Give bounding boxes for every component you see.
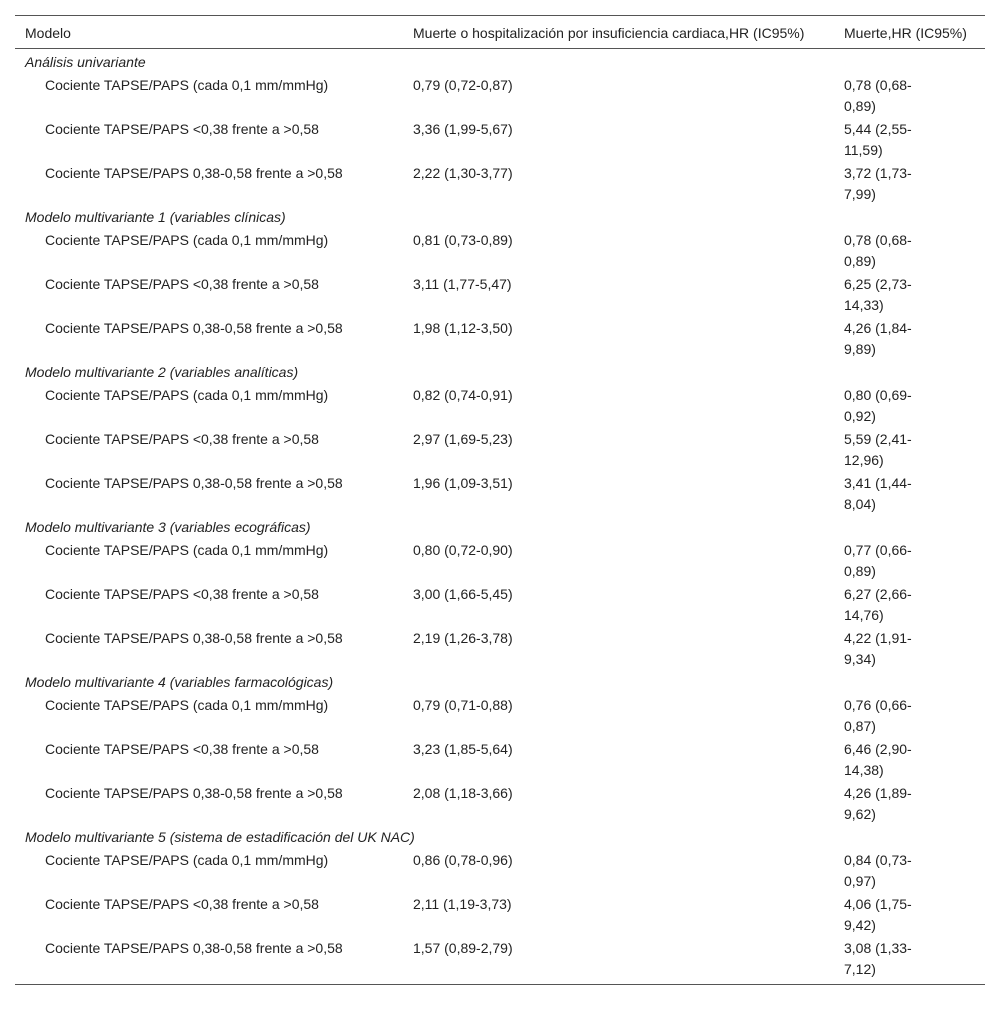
hospitalization-hr-cell: 2,19 (1,26-3,78) [413,630,513,646]
death-hr-cell: 4,22 (1,91-9,34) [844,630,912,667]
death-hr-cell: 3,08 (1,33-7,12) [844,940,912,977]
death-hr-cell: 0,84 (0,73-0,97) [844,852,912,889]
hospitalization-hr-cell: 2,22 (1,30-3,77) [413,165,513,181]
row-label: Cociente TAPSE/PAPS 0,38-0,58 frente a >0,58 [45,785,343,801]
row-label: Cociente TAPSE/PAPS 0,38-0,58 frente a >0,58 [45,630,343,646]
hazard-ratio-table-container [15,15,985,985]
section-row [15,361,985,384]
header-death-or-hospitalization: Muerte o hospitalización por insuficiencia cardiaca,HR (IC95%) [413,25,805,41]
row-label: Cociente TAPSE/PAPS (cada 0,1 mm/mmHg) [45,697,329,713]
row-label-cell [15,118,403,162]
death-hr-cell: 4,26 (1,89-9,62) [844,785,912,822]
header-death: Muerte,HR (IC95%) [844,25,967,41]
hospitalization-hr-cell: 1,98 (1,12-3,50) [413,320,513,336]
row-label: Cociente TAPSE/PAPS <0,38 frente a >0,58 [45,276,319,292]
hospitalization-hr-cell: 0,86 (0,78-0,96) [413,852,513,868]
section-row [15,671,985,694]
row-label: Cociente TAPSE/PAPS <0,38 frente a >0,58 [45,741,319,757]
row-label-cell [15,583,403,627]
table-body [15,49,985,985]
row-label: Cociente TAPSE/PAPS 0,38-0,58 frente a >0,58 [45,475,343,491]
table-row [15,583,985,627]
section-row [15,49,985,75]
death-hr-cell: 4,06 (1,75-9,42) [844,896,912,933]
hospitalization-hr-cell: 1,96 (1,09-3,51) [413,475,513,491]
row-label-cell [15,472,403,516]
row-label: Cociente TAPSE/PAPS <0,38 frente a >0,58 [45,896,319,912]
row-label-cell [15,428,403,472]
section-title: Modelo multivariante 4 (variables farmacológicas) [25,674,334,690]
row-label-cell [15,627,403,671]
table-row [15,738,985,782]
row-label-cell [15,539,403,583]
row-label-cell [15,893,403,937]
row-label: Cociente TAPSE/PAPS <0,38 frente a >0,58 [45,586,319,602]
table-row [15,782,985,826]
hospitalization-hr-cell: 3,36 (1,99-5,67) [413,121,513,137]
hospitalization-hr-cell: 0,80 (0,72-0,90) [413,542,513,558]
table-row [15,428,985,472]
hospitalization-hr-cell: 0,81 (0,73-0,89) [413,232,513,248]
hospitalization-hr-cell: 3,23 (1,85-5,64) [413,741,513,757]
table-row [15,937,985,985]
table-row [15,118,985,162]
death-hr-cell: 0,80 (0,69-0,92) [844,387,912,424]
header-model: Modelo [25,25,71,41]
death-hr-cell: 6,27 (2,66-14,76) [844,586,912,623]
row-label-cell [15,849,403,893]
hazard-ratio-table [15,15,985,985]
row-label-cell [15,937,403,985]
row-label: Cociente TAPSE/PAPS (cada 0,1 mm/mmHg) [45,542,329,558]
row-label-cell [15,317,403,361]
row-label-cell [15,694,403,738]
death-hr-cell: 3,72 (1,73-7,99) [844,165,912,202]
death-hr-cell: 0,77 (0,66-0,89) [844,542,912,579]
section-title: Modelo multivariante 1 (variables clínicas) [25,209,286,225]
table-row [15,74,985,118]
hospitalization-hr-cell: 2,11 (1,19-3,73) [413,896,512,912]
hospitalization-hr-cell: 2,08 (1,18-3,66) [413,785,513,801]
row-label: Cociente TAPSE/PAPS <0,38 frente a >0,58 [45,431,319,447]
hospitalization-hr-cell: 1,57 (0,89-2,79) [413,940,513,956]
row-label: Cociente TAPSE/PAPS (cada 0,1 mm/mmHg) [45,77,329,93]
death-hr-cell: 4,26 (1,84-9,89) [844,320,912,357]
death-hr-cell: 3,41 (1,44-8,04) [844,475,912,512]
section-title: Modelo multivariante 2 (variables analíticas) [25,364,299,380]
row-label: Cociente TAPSE/PAPS 0,38-0,58 frente a >0,58 [45,320,343,336]
row-label: Cociente TAPSE/PAPS <0,38 frente a >0,58 [45,121,319,137]
death-hr-cell: 0,78 (0,68-0,89) [844,232,912,269]
table-row [15,229,985,273]
table-row [15,162,985,206]
hospitalization-hr-cell: 0,82 (0,74-0,91) [413,387,513,403]
table-row [15,472,985,516]
row-label: Cociente TAPSE/PAPS (cada 0,1 mm/mmHg) [45,387,329,403]
section-row [15,826,985,849]
hospitalization-hr-cell: 0,79 (0,71-0,88) [413,697,513,713]
hospitalization-hr-cell: 0,79 (0,72-0,87) [413,77,513,93]
hospitalization-hr-cell: 2,97 (1,69-5,23) [413,431,513,447]
table-header [15,16,985,49]
hospitalization-hr-cell: 3,11 (1,77-5,47) [413,276,512,292]
row-label-cell [15,162,403,206]
table-row [15,893,985,937]
row-label-cell [15,782,403,826]
row-label: Cociente TAPSE/PAPS 0,38-0,58 frente a >0,58 [45,165,343,181]
section-title: Análisis univariante [25,54,146,70]
section-row [15,206,985,229]
death-hr-cell: 0,78 (0,68-0,89) [844,77,912,114]
row-label: Cociente TAPSE/PAPS 0,38-0,58 frente a >0,58 [45,940,343,956]
section-title: Modelo multivariante 5 (sistema de estadificación del UK NAC) [25,829,415,845]
row-label: Cociente TAPSE/PAPS (cada 0,1 mm/mmHg) [45,232,329,248]
table-row [15,849,985,893]
header-row [15,16,985,49]
row-label-cell [15,738,403,782]
table-row [15,317,985,361]
table-row [15,384,985,428]
row-label: Cociente TAPSE/PAPS (cada 0,1 mm/mmHg) [45,852,329,868]
table-row [15,539,985,583]
row-label-cell [15,384,403,428]
row-label-cell [15,74,403,118]
table-row [15,627,985,671]
death-hr-cell: 6,46 (2,90-14,38) [844,741,912,778]
table-row [15,273,985,317]
hospitalization-hr-cell: 3,00 (1,66-5,45) [413,586,513,602]
death-hr-cell: 6,25 (2,73-14,33) [844,276,912,313]
death-hr-cell: 0,76 (0,66-0,87) [844,697,912,734]
death-hr-cell: 5,44 (2,55-11,59) [844,121,912,158]
death-hr-cell: 5,59 (2,41-12,96) [844,431,912,468]
table-row [15,694,985,738]
row-label-cell [15,273,403,317]
section-row [15,516,985,539]
row-label-cell [15,229,403,273]
section-title: Modelo multivariante 3 (variables ecográficas) [25,519,311,535]
